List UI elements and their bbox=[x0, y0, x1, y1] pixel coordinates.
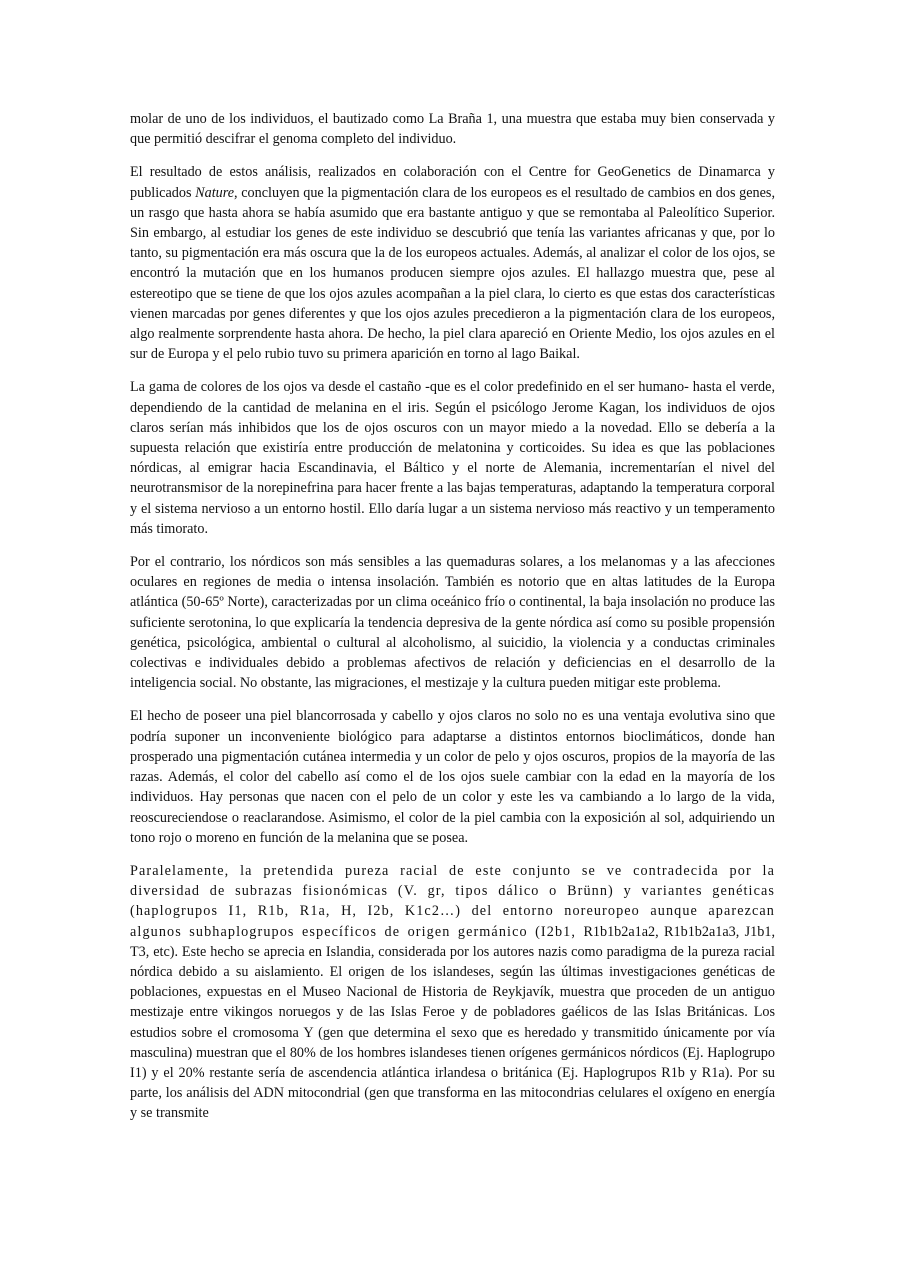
paragraph-5: El hecho de poseer una piel blancorrosada y cabello y ojos claros no solo no es una ventaja evolutiva sino que podría suponer un inconveniente biológico para adaptarse a distintos entornos bioclimáticos, donde han prosperado una pigmentación cutánea intermedia y un color de pelo y ojos oscuros, propios de la mayoría de las razas. Además, el color del cabello así como el de los ojos suele cambiar con la edad en la mayoría de los individuos. Hay personas que nacen con el pelo de un color y este les va cambiando a lo largo de la vida, reoscureciendose o reaclarandose. Asimismo, el color de la piel cambia con la exposición al sol, adquiriendo un tono rojo o moreno en función de la melanina que se posea. bbox=[130, 708, 775, 846]
paragraph-4: Por el contrario, los nórdicos son más sensibles a las quemaduras solares, a los melanomas y a las afecciones oculares en regiones de media o intensa insolación. También es notorio que en altas latitudes de la Europa atlántica (50-65º Norte), caracterizadas por un clima oceánico frío o continental, la baja insolación no produce las suficiente serotonina, lo que explicaría la tendencia depresiva de la gente nórdica así como su posible propensión genética, psicológica, ambiental o cultural al alcoholismo, al suicidio, la violencia y a conductas criminales colectivas e individuales debido a problemas afectivos de relación y deficiencias en el desarrollo de la inteligencia social. No obstante, las migraciones, el mestizaje y la cultura pueden mitigar este problema. bbox=[130, 554, 775, 692]
paragraph-3: La gama de colores de los ojos va desde el castaño -que es el color predefinido en el ser humano- hasta el verde, dependiendo de la cantidad de melanina en el iris. Según el psicólogo Jerome Kagan, los individuos de ojos claros serían más inhibidos que los de ojos oscuros con un mayor miedo a la novedad. Ello se debería a la supuesta relación que existiría entre producción de melatonina y corticoides. Su idea es que las poblaciones nórdicas, al emigrar hacia Escandinavia, el Báltico y el norte de Alemania, incrementarían el nivel del neurotransmisor de la norepinefrina para hacer frente a las bajas temperaturas, adaptando la temperatura corporal y el sistema nervioso a un entorno hostil. Ello daría lugar a un sistema nervioso más reactivo y un temperamento más timorato. bbox=[130, 379, 775, 537]
paragraph-6-text-b: R1b1b2a1a2, R1b1b2a1a3, J1b1, T3, etc). Este hecho se aprecia en Islandia, considerada por los autores nazis como paradigma de la pureza racial nórdica debido a su aislamiento. El origen de los islandeses, según las últimas investigaciones genéticas de poblaciones, expuestas en el Museo Nacional de Historia de Reykjavík, muestra que proceden de un antiguo mestizaje entre vikingos noruegos y de las Islas Feroe y de pobladores gaélicos de las Islas Británicas. Los estudios sobre el cromosoma Y (gen que determina el sexo que es heredado y transmitido únicamente por vía masculina) muestran que el 80% de los hombres islandeses tienen orígenes germánicos nórdicos (Ej. Haplogrupo I1) y el 20% restante sería de ascendencia atlántica irlandesa o británica (Ej. Haplogrupos R1b y R1a). Por su parte, los análisis del ADN mitocondrial (gen que transforma en las mitocondrias celulares el oxígeno en energía y se transmite bbox=[130, 923, 776, 1122]
paragraph-2 bbox=[130, 162, 775, 364]
document-page bbox=[130, 109, 775, 1137]
paragraph-6-text-a: Paralelamente, la pretendida pureza racial de este conjunto se ve contradecida por la diversidad de subrazas fisionómicas (V. gr, tipos dálico o Brünn) y variantes genéticas (haplogrupos I1, R1b, R1a, H, I2b, K1c2…) del entorno noreuropeo aunque aparezcan algunos subhaplogrupos específicos de origen germánico (I2b1, bbox=[130, 862, 775, 940]
paragraph-2-text-b: , concluyen que la pigmentación clara de los europeos es el resultado de cambios en dos genes, un rasgo que hasta ahora se había asumido que era bastante antiguo y que se remontaba al Paleolítico Superior. Sin embargo, al estudiar los genes de este individuo se descubrió que tenía las variantes africanas y que, por lo tanto, su pigmentación era más oscura que la de los europeos actuales. Además, al analizar el color de los ojos, se encontró la mutación que en los humanos producen siempre ojos azules. El hallazgo muestra que, pese al estereotipo que se tiene de que los ojos azules acompañan a la piel clara, lo cierto es que estas dos características vienen marcadas por genes diferentes y que los ojos azules precedieron a la pigmentación clara de los europeos, algo realmente sorprendente hasta ahora. De hecho, la piel clara apareció en Oriente Medio, los ojos azules en el sur de Europa y el pelo rubio tuvo su primera aparición en torno al lago Baikal. bbox=[130, 184, 775, 363]
journal-name-italic: Nature bbox=[195, 184, 235, 201]
paragraph-2-text-a: El resultado de estos análisis, realizados en colaboración con el Centre for GeoGenetics de Dinamarca y publicados bbox=[130, 164, 775, 201]
paragraph-6 bbox=[130, 861, 775, 1124]
paragraph-1: molar de uno de los individuos, el bautizado como La Braña 1, una muestra que estaba muy bien conservada y que permitió descifrar el genoma completo del individuo. bbox=[130, 111, 775, 148]
